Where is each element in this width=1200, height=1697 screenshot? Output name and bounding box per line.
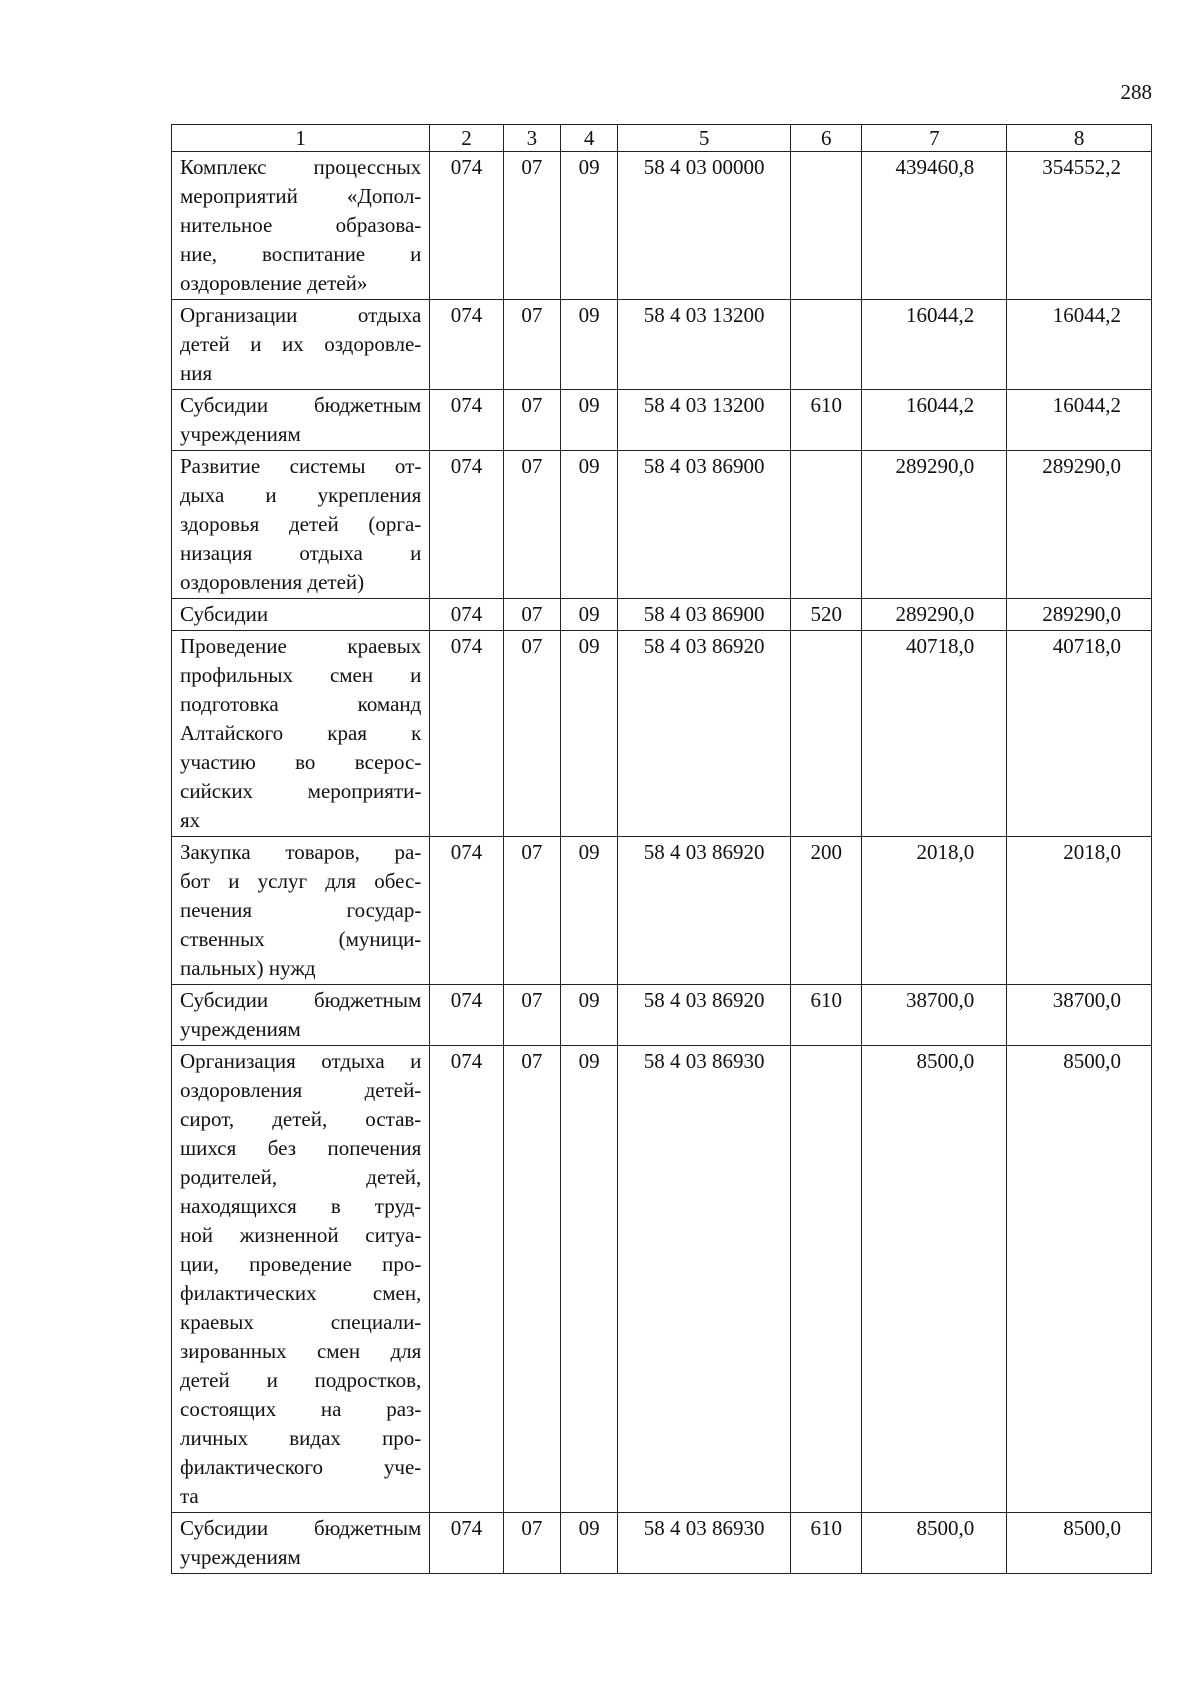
item-name-line: личных видах про- — [180, 1426, 422, 1450]
item-name-line: печения государ- — [180, 898, 422, 922]
cell-target-article: 58 4 03 86900 — [618, 599, 791, 631]
item-name-line: здоровья детей (орга- — [180, 512, 422, 536]
item-name-line: Алтайского края к — [180, 721, 422, 745]
item-name-line: состоящих на раз- — [180, 1397, 422, 1421]
cell-target-article: 58 4 03 86920 — [618, 631, 791, 837]
item-name-line: Организации отдыха — [180, 303, 422, 327]
item-name-line: низация отдыха и — [180, 541, 422, 565]
table-row — [172, 1513, 1152, 1574]
cell-amount-col8: 8500,0 — [1007, 1046, 1152, 1513]
cell-ministry-code: 074 — [430, 985, 503, 1046]
cell-subsection-code: 09 — [560, 390, 617, 451]
cell-amount-col7: 16044,2 — [862, 300, 1007, 390]
cell-ministry-code: 074 — [430, 1046, 503, 1513]
cell-target-article: 58 4 03 13200 — [618, 300, 791, 390]
cell-section-code: 07 — [503, 1513, 560, 1574]
table-row — [172, 837, 1152, 985]
cell-item-name — [172, 1046, 430, 1513]
item-name-line: дыха и укрепления — [180, 483, 422, 507]
table-row — [172, 599, 1152, 631]
cell-target-article: 58 4 03 13200 — [618, 390, 791, 451]
cell-item-name — [172, 390, 430, 451]
item-name-line: филактических смен, — [180, 1281, 422, 1305]
item-name-line: участию во всерос- — [180, 750, 422, 774]
item-name-line: та — [180, 1484, 199, 1508]
column-header-1: 1 — [172, 125, 430, 152]
table-row — [172, 451, 1152, 599]
cell-item-name — [172, 1513, 430, 1574]
cell-section-code: 07 — [503, 1046, 560, 1513]
cell-ministry-code: 074 — [430, 390, 503, 451]
item-name-line: оздоровление детей» — [180, 271, 368, 295]
page-number: 288 — [1120, 80, 1152, 104]
item-name-line: находящихся в труд- — [180, 1194, 422, 1218]
cell-target-article: 58 4 03 86930 — [618, 1046, 791, 1513]
cell-ministry-code: 074 — [430, 631, 503, 837]
item-name-line: филактического уче- — [180, 1455, 422, 1479]
table-row — [172, 1046, 1152, 1513]
item-name-line: Субсидии бюджетным — [180, 1516, 422, 1540]
column-header-3: 3 — [503, 125, 560, 152]
cell-ministry-code: 074 — [430, 300, 503, 390]
cell-section-code: 07 — [503, 451, 560, 599]
cell-amount-col7: 289290,0 — [862, 451, 1007, 599]
cell-amount-col8: 8500,0 — [1007, 1513, 1152, 1574]
cell-item-name — [172, 300, 430, 390]
item-name-line: учреждениям — [180, 1017, 301, 1041]
item-name-line: сирот, детей, остав- — [180, 1107, 422, 1131]
item-name-line: оздоровления детей- — [180, 1078, 422, 1102]
item-name-line: Комплекс процессных — [180, 155, 422, 179]
item-name-line: детей и их оздоровле- — [180, 332, 422, 356]
cell-expense-type — [791, 300, 862, 390]
cell-amount-col7: 16044,2 — [862, 390, 1007, 451]
table-row — [172, 152, 1152, 300]
item-name-line: ние, воспитание и — [180, 242, 422, 266]
item-name-line: Субсидии бюджетным — [180, 393, 422, 417]
table-row — [172, 300, 1152, 390]
table-row — [172, 631, 1152, 837]
item-name-line: нительное образова- — [180, 213, 422, 237]
item-name-line: ях — [180, 808, 201, 832]
cell-subsection-code: 09 — [560, 1046, 617, 1513]
cell-section-code: 07 — [503, 300, 560, 390]
item-name-line: бот и услуг для обес- — [180, 869, 422, 893]
cell-item-name — [172, 631, 430, 837]
cell-amount-col7: 8500,0 — [862, 1513, 1007, 1574]
item-name-line: учреждениям — [180, 422, 301, 446]
cell-section-code: 07 — [503, 837, 560, 985]
item-name-line: ния — [180, 361, 213, 385]
cell-ministry-code: 074 — [430, 837, 503, 985]
item-name-line: учреждениям — [180, 1545, 301, 1569]
cell-subsection-code: 09 — [560, 985, 617, 1046]
cell-section-code: 07 — [503, 152, 560, 300]
item-name-line: детей и подростков, — [180, 1368, 422, 1392]
cell-subsection-code: 09 — [560, 599, 617, 631]
cell-expense-type: 200 — [791, 837, 862, 985]
cell-expense-type — [791, 1046, 862, 1513]
cell-expense-type: 610 — [791, 1513, 862, 1574]
cell-amount-col8: 16044,2 — [1007, 390, 1152, 451]
cell-amount-col7: 2018,0 — [862, 837, 1007, 985]
cell-section-code: 07 — [503, 631, 560, 837]
cell-subsection-code: 09 — [560, 1513, 617, 1574]
cell-ministry-code: 074 — [430, 152, 503, 300]
table-row — [172, 985, 1152, 1046]
cell-target-article: 58 4 03 86930 — [618, 1513, 791, 1574]
header-row — [172, 125, 1152, 152]
cell-amount-col7: 38700,0 — [862, 985, 1007, 1046]
cell-amount-col7: 8500,0 — [862, 1046, 1007, 1513]
item-name-line: Субсидии бюджетным — [180, 988, 422, 1012]
cell-amount-col8: 2018,0 — [1007, 837, 1152, 985]
item-name-line: ной жизненной ситуа- — [180, 1223, 422, 1247]
cell-amount-col8: 16044,2 — [1007, 300, 1152, 390]
item-name-line: Проведение краевых — [180, 634, 422, 658]
cell-expense-type: 610 — [791, 390, 862, 451]
cell-amount-col7: 439460,8 — [862, 152, 1007, 300]
cell-ministry-code: 074 — [430, 599, 503, 631]
column-header-4: 4 — [560, 125, 617, 152]
item-name-line: Организация отдыха и — [180, 1049, 422, 1073]
column-header-2: 2 — [430, 125, 503, 152]
cell-amount-col8: 354552,2 — [1007, 152, 1152, 300]
cell-target-article: 58 4 03 86920 — [618, 985, 791, 1046]
item-name-line: пальных) нужд — [180, 956, 316, 980]
item-name-line: краевых специали- — [180, 1310, 422, 1334]
cell-section-code: 07 — [503, 985, 560, 1046]
item-name-line: зированных смен для — [180, 1339, 422, 1363]
item-name-line: ции, проведение про- — [180, 1252, 422, 1276]
cell-expense-type: 520 — [791, 599, 862, 631]
cell-subsection-code: 09 — [560, 152, 617, 300]
item-name-line: родителей, детей, — [180, 1165, 422, 1189]
cell-expense-type — [791, 152, 862, 300]
cell-amount-col8: 38700,0 — [1007, 985, 1152, 1046]
column-header-6: 6 — [791, 125, 862, 152]
cell-item-name — [172, 837, 430, 985]
cell-expense-type — [791, 631, 862, 837]
item-name-line: Закупка товаров, ра- — [180, 840, 422, 864]
column-header-7: 7 — [862, 125, 1007, 152]
cell-expense-type — [791, 451, 862, 599]
item-name-line: шихся без попечения — [180, 1136, 422, 1160]
cell-item-name — [172, 985, 430, 1046]
cell-target-article: 58 4 03 86920 — [618, 837, 791, 985]
item-name-line: подготовка команд — [180, 692, 422, 716]
cell-amount-col8: 289290,0 — [1007, 599, 1152, 631]
cell-ministry-code: 074 — [430, 451, 503, 599]
cell-subsection-code: 09 — [560, 300, 617, 390]
cell-section-code: 07 — [503, 390, 560, 451]
table-body — [172, 152, 1152, 1574]
column-header-5: 5 — [618, 125, 791, 152]
cell-ministry-code: 074 — [430, 1513, 503, 1574]
item-name-line: Развитие системы от- — [180, 454, 422, 478]
column-header-8: 8 — [1007, 125, 1152, 152]
cell-amount-col7: 40718,0 — [862, 631, 1007, 837]
cell-target-article: 58 4 03 86900 — [618, 451, 791, 599]
cell-amount-col8: 289290,0 — [1007, 451, 1152, 599]
item-name-line: оздоровления детей) — [180, 570, 365, 594]
item-name-line: мероприятий «Допол- — [180, 184, 422, 208]
cell-amount-col8: 40718,0 — [1007, 631, 1152, 837]
cell-expense-type: 610 — [791, 985, 862, 1046]
item-name-line: сийских мероприяти- — [180, 779, 422, 803]
cell-amount-col7: 289290,0 — [862, 599, 1007, 631]
cell-subsection-code: 09 — [560, 631, 617, 837]
cell-target-article: 58 4 03 00000 — [618, 152, 791, 300]
cell-item-name — [172, 451, 430, 599]
cell-item-name — [172, 152, 430, 300]
item-name-line: Субсидии — [180, 602, 269, 626]
item-name-line: профильных смен и — [180, 663, 422, 687]
cell-item-name — [172, 599, 430, 631]
item-name-line: ственных (муници- — [180, 927, 422, 951]
cell-subsection-code: 09 — [560, 451, 617, 599]
cell-subsection-code: 09 — [560, 837, 617, 985]
cell-section-code: 07 — [503, 599, 560, 631]
budget-table — [171, 124, 1152, 1574]
table-row — [172, 390, 1152, 451]
